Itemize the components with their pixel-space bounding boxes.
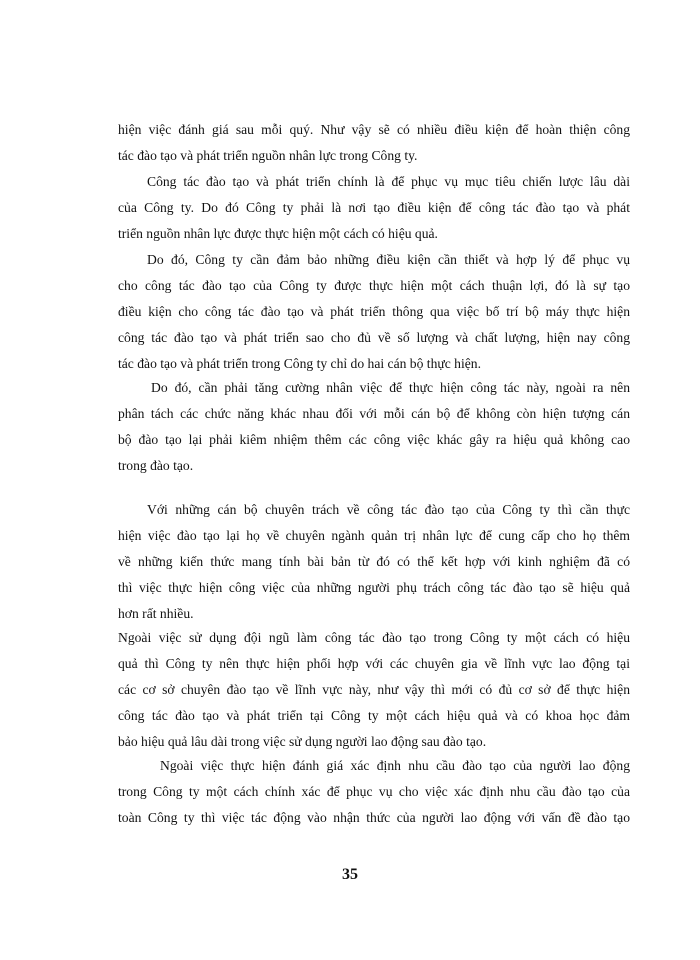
text-line: quả thì Công ty nên thực hiện phối hợp với các chuyên gia về lĩnh vực lao động tại bbox=[118, 656, 630, 671]
text-line: cho công tác đào tạo của Công ty được thực hiện một cách thuận lợi, đó là sự tạo bbox=[118, 278, 630, 293]
text-line: Ngoài việc thực hiện đánh giá xác định nhu cầu đào tạo của người lao động bbox=[160, 758, 630, 773]
text-line: Do đó, cần phải tăng cường nhân việc để thực hiện công tác này, ngoài ra nên bbox=[151, 380, 630, 395]
text-line: hiện việc đánh giá sau mỗi quý. Như vậy sẽ có nhiều điều kiện để hoàn thiện công bbox=[118, 122, 630, 137]
text-line: Với những cán bộ chuyên trách về công tác đào tạo của Công ty thì cần thực bbox=[147, 502, 630, 517]
text-line: công tác đào tạo và phát triển sao cho đủ về số lượng và chất lượng, hiện nay công bbox=[118, 330, 630, 345]
text-line: hiện việc đào tạo lại họ về chuyên ngành quản trị nhân lực để cung cấp cho họ thêm bbox=[118, 528, 630, 543]
text-line: bảo hiệu quả lâu dài trong việc sử dụng người lao động sau đào tạo. bbox=[118, 734, 487, 749]
text-line: Công tác đào tạo và phát triển chính là để phục vụ mục tiêu chiến lược lâu dài bbox=[147, 174, 630, 189]
text-line: phân tách các chức năng khác nhau đối với mỗi cán bộ để không còn hiện tượng cán bbox=[118, 406, 630, 421]
text-line: bộ đào tạo lại phải kiêm nhiệm thêm các công việc khác gây ra hiệu quả không cao bbox=[118, 432, 630, 447]
text-line: công tác đào tạo và phát triển tại Công ty một cách hiệu quả và có khoa học đảm bbox=[118, 708, 630, 723]
text-line: trong Công ty một cách chính xác để phục vụ cho việc xác định nhu cầu đào tạo của bbox=[118, 784, 630, 799]
text-line: của Công ty. Do đó Công ty phải là nơi tạo điều kiện để công tác đào tạo và phát bbox=[118, 200, 630, 215]
text-line: điều kiện cho công tác đào tạo và phát triển thông qua việc bố trí bộ máy thực hiện bbox=[118, 304, 630, 319]
text-line: hơn rất nhiều. bbox=[118, 606, 194, 621]
page-number: 35 bbox=[342, 866, 358, 883]
text-line: tác đào tạo và phát triển trong Công ty chỉ do hai cán bộ thực hiện. bbox=[118, 356, 481, 371]
text-line: Do đó, Công ty cần đảm bảo những điều kiện cần thiết và hợp lý để phục vụ bbox=[147, 252, 630, 267]
text-line: tác đào tạo và phát triển nguồn nhân lực trong Công ty. bbox=[118, 148, 418, 163]
text-line: trong đào tạo. bbox=[118, 458, 194, 473]
text-line: toàn Công ty thì việc tác động vào nhận thức của người lao động với vấn đề đào tạo bbox=[118, 810, 630, 825]
text-line: về những kiến thức mang tính bài bản từ đó có thể kết hợp với kinh nghiệm đã có bbox=[118, 554, 630, 569]
text-line: các cơ sở chuyên đào tạo về lĩnh vực này, như vậy thì mới có đủ cơ sở để thực hiện bbox=[118, 682, 630, 697]
text-line: thì việc thực hiện công việc của những người phụ trách công tác đào tạo sẽ hiệu quả bbox=[118, 580, 630, 595]
text-line: triển nguồn nhân lực được thực hiện một cách có hiệu quả. bbox=[118, 226, 438, 241]
text-line: Ngoài việc sử dụng đội ngũ làm công tác đào tạo trong Công ty một cách có hiệu bbox=[118, 630, 630, 645]
